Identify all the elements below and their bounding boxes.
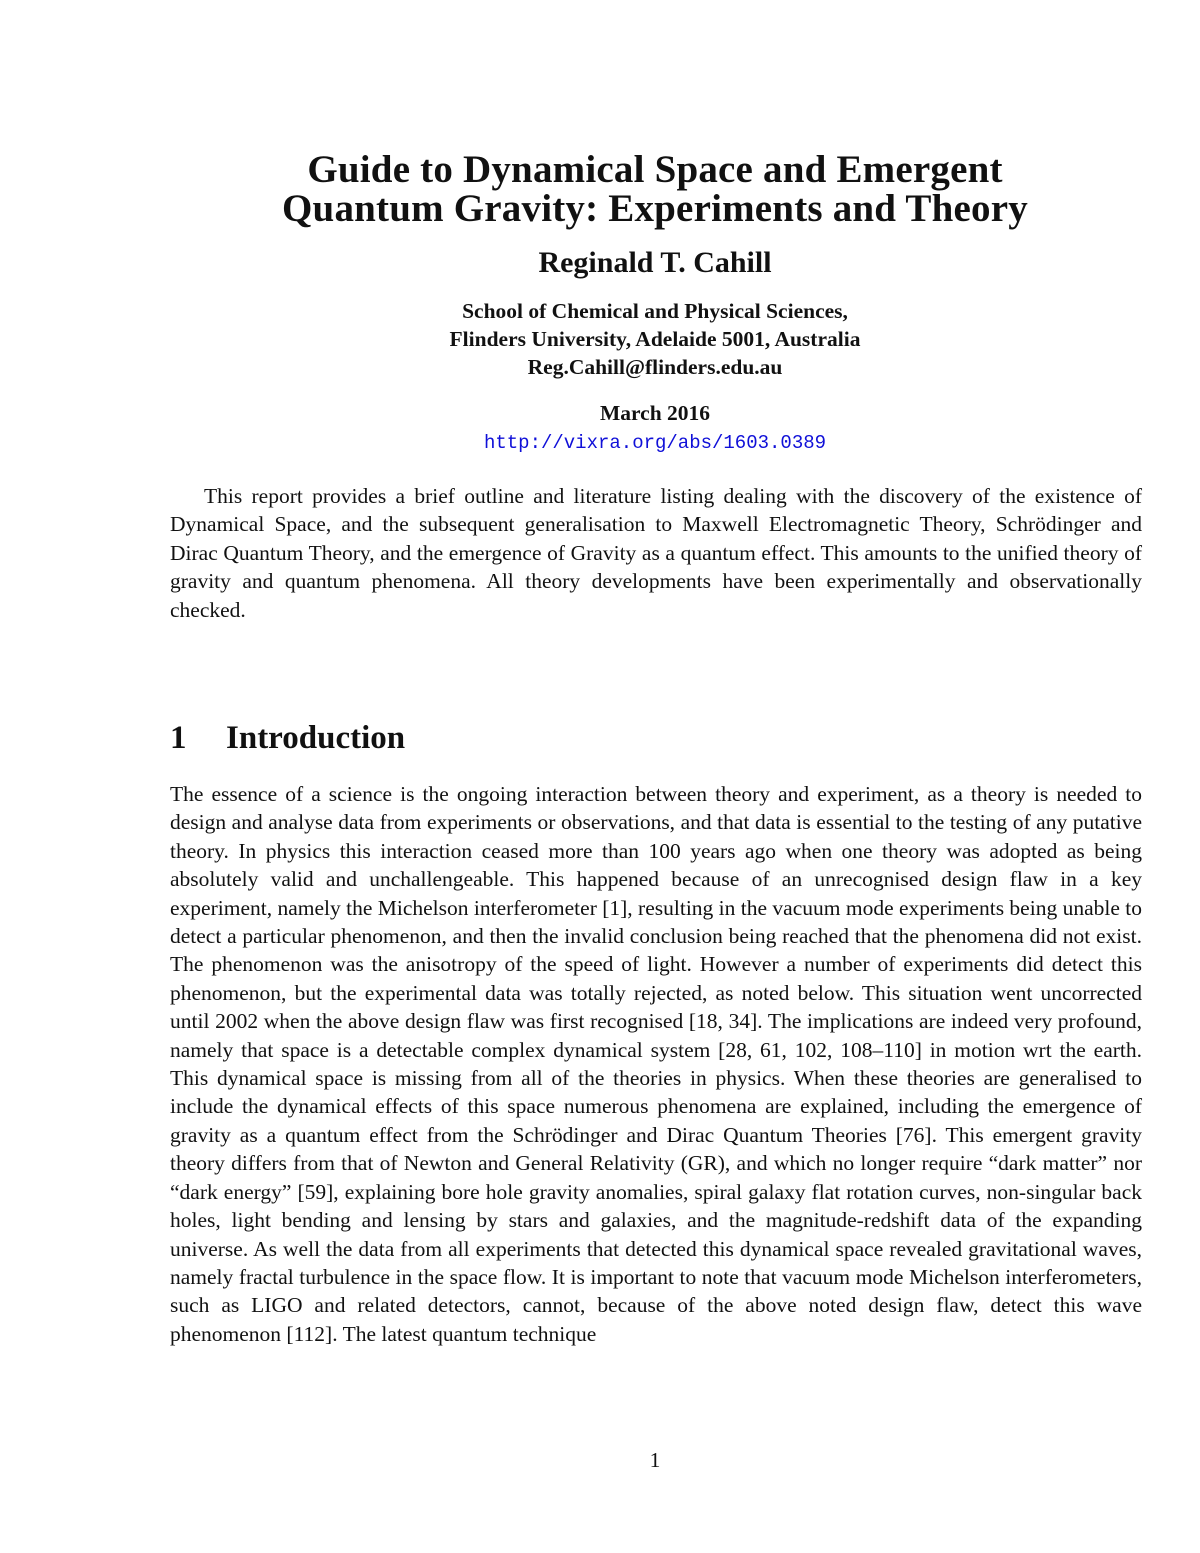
author-email: Reg.Cahill@flinders.edu.au: [527, 355, 783, 379]
abstract-paragraph: This report provides a brief outline and literature listing dealing with the discovery of the existence of Dynamical Space, and the subsequent generalisation to Maxwell Electromagnetic Theory, Schrödinger and Dirac Quantum Theory, and the emergence of Gravity as a quantum effect. This amounts to the unified theory of gravity and quantum phenomena. All theory developments have been experimentally and observationally checked.: [170, 484, 1142, 622]
author-name: Reginald T. Cahill: [538, 246, 772, 279]
title-line-2: Quantum Gravity: Experiments and Theory: [282, 187, 1028, 230]
page-number: 1: [649, 1448, 661, 1472]
introduction-paragraph: The essence of a science is the ongoing interaction between theory and experiment, as a theory is needed to design and analyse data from experiments or observations, and that data is essential to the testing of any putative theory. In physics this interaction ceased more than 100 years ago when one theory was adopted as being absolutely valid and unchallengeable. This happened because of an unrecognised design flaw in a key experiment, namely the Michelson interferometer [1], resulting in the vacuum mode experiments being unable to detect a particular phenomenon, and then the invalid conclusion being reached that the phenomena did not exist. The phenomenon was the anisotropy of the speed of light. However a number of experiments did detect this phenomenon, but the experimental data was totally rejected, as noted below. This situation went uncorrected until 2002 when the above design flaw was first recognised [18, 34]. The implications are indeed very profound, namely that space is a detectable complex dynamical system [28, 61, 102, 108–110] in motion wrt the earth. This dynamical space is missing from all of the theories in physics. When these theories are generalised to include the dynamical effects of this space numerous phenomena are explained, including the emergence of gravity as a quantum effect from the Schrödinger and Dirac Quantum Theories [76]. This emergent gravity theory differs from that of Newton and General Relativity (GR), and which no longer require “dark matter” nor “dark energy” [59], explaining bore hole gravity anomalies, spiral galaxy flat rotation curves, non-singular back holes, light bending and lensing by stars and galaxies, and the magnitude-redshift data of the expanding universe. As well the data from all experiments that detected this dynamical space revealed gravitational waves, namely fractal turbulence in the space flow. It is important to note that vacuum mode Michelson interferometers, such as LIGO and related detectors, cannot, because of the above noted design flaw, detect this wave phenomenon [112]. The latest quantum technique: [170, 782, 1142, 1346]
paper-url-link[interactable]: http://vixra.org/abs/1603.0389: [483, 432, 827, 454]
title-line-1: Guide to Dynamical Space and Emergent: [307, 148, 1003, 191]
publication-date: March 2016: [599, 401, 711, 425]
section-title: Introduction: [226, 720, 406, 756]
paper-title: [150, 150, 1160, 228]
affiliation-line-2: Flinders University, Adelaide 5001, Australia: [449, 327, 861, 351]
author-affiliation: [150, 297, 1160, 381]
affiliation-line-1: School of Chemical and Physical Sciences,: [462, 299, 848, 323]
section-number: 1: [170, 720, 187, 756]
section-heading: [170, 718, 405, 758]
